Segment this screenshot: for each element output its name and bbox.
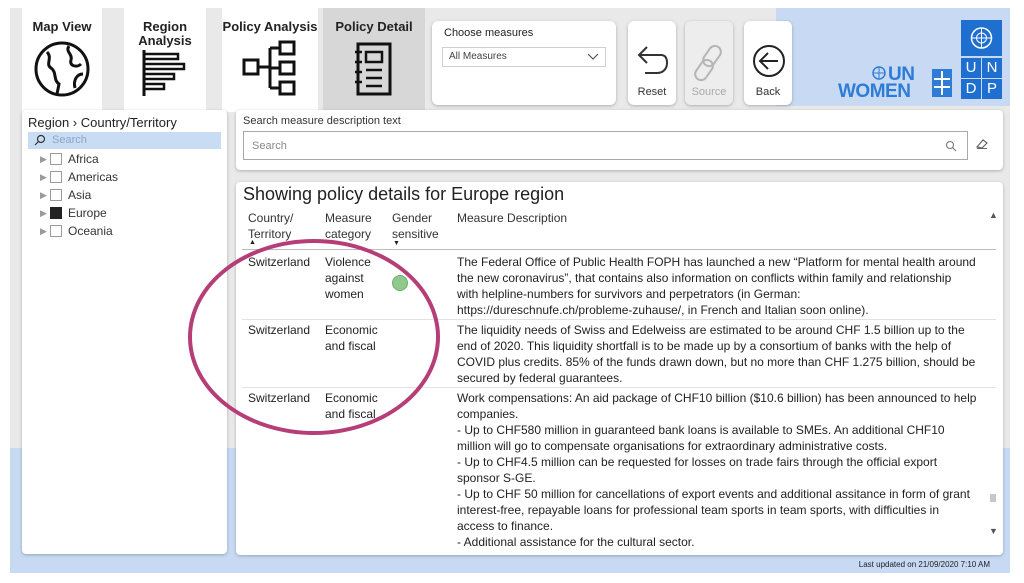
cell-category: Violence against women (325, 255, 371, 301)
undo-icon (635, 43, 669, 79)
measures-dropdown[interactable] (442, 47, 606, 67)
cell-description: The Federal Office of Public Health FOPH has launched a new “Platform for mental health around the new coronavirus”, that contains also information on conflicts within family and relationship with helpline-numbers for survivors and perpetrators (in German: https://dureschnufe.ch/probleme-zuhause/, in French and Italian soon online). (457, 255, 976, 317)
checkbox[interactable] (50, 171, 62, 183)
un-emblem-icon (961, 20, 1002, 56)
source-label: Source (691, 86, 727, 98)
header-text: Territory (248, 227, 292, 241)
tree-item-europe[interactable] (40, 206, 107, 224)
cell-description: Work compensations: An aid package of CHF10 billion ($10.6 billion) has been announced to help companies. - Up to CHF580 million in guaranteed bank loans is available to SMEs. An additional CHF10 million will go to compensate organisations for extraordinary administrative costs. - Up to CHF4.5 million can be requested for losses on trade fairs through the official export sponsor S-GE. - Up to CHF 50 million for cancellations of export events and additional assitance in form of grant interest-free, repayable loans for professional team sports in team sports, with difficulties in access to finance. - Additional assistance for the cultural sector. (457, 391, 977, 549)
last-updated: Last updated on 21/09/2020 7:10 AM (858, 560, 990, 569)
header-text: Measure Description (457, 211, 568, 225)
expand-caret-icon[interactable]: ▶ (40, 208, 47, 218)
header-text: category (325, 227, 372, 241)
unwomen-women: WOMEN (838, 81, 911, 102)
expand-caret-icon[interactable]: ▶ (40, 172, 47, 182)
tree-item-label: Africa (68, 152, 99, 166)
measures-selected: All Measures (449, 51, 507, 62)
header-country[interactable] (248, 210, 293, 242)
link-icon (692, 43, 726, 83)
search-title: Search measure description text (243, 115, 401, 127)
source-button[interactable] (685, 21, 733, 105)
undp-letter: U (961, 58, 981, 78)
globe-icon (33, 40, 91, 98)
reset-label: Reset (637, 86, 667, 98)
checkbox[interactable] (50, 153, 62, 165)
scroll-down-icon[interactable]: ▼ (989, 526, 998, 536)
expand-caret-icon[interactable]: ▶ (40, 226, 47, 236)
tree-item-americas[interactable] (40, 170, 118, 188)
cell-category: Economic and fiscal (325, 391, 378, 421)
cell-country: Switzerland (248, 391, 311, 405)
chevron-down-icon (587, 51, 599, 61)
cell-description: The liquidity needs of Swiss and Edelweiss are estimated to be around CHF 1.5 billion up to the end of 2020. This liquidity shortfall is to be made up by a consortium of banks with the help of COVID plus credits. 85% of the funds drawn down, but no more than CHF 1.275 billion, should be secured by federal guarantees. (457, 323, 976, 385)
back-arrow-icon (751, 43, 787, 79)
undp-logo (961, 20, 1002, 100)
search-icon (34, 134, 46, 146)
tab-policy-analysis[interactable] (222, 8, 318, 112)
back-label: Back (755, 86, 781, 98)
undp-letter: P (982, 79, 1002, 99)
row-divider (242, 319, 996, 320)
tab-map-view[interactable] (22, 8, 102, 112)
undp-letter: D (961, 79, 981, 99)
search-icon (945, 140, 957, 152)
policy-table-panel (236, 182, 1003, 555)
sort-ascending-icon: ▲ (249, 239, 256, 246)
unwomen-un: UN (888, 64, 915, 85)
header-divider (242, 249, 996, 250)
tree-item-label: Oceania (68, 224, 113, 238)
gender-sensitive-indicator (392, 275, 408, 291)
sort-descending-icon: ▼ (393, 240, 400, 247)
tab-label: Analysis (138, 33, 192, 48)
checkbox[interactable] (50, 189, 62, 201)
tree-item-oceania[interactable] (40, 224, 113, 242)
tab-label: Region (142, 19, 188, 34)
bar-chart-icon (140, 48, 190, 98)
reset-button[interactable] (628, 21, 676, 105)
tab-label: Map View (32, 19, 92, 34)
header-text: Gender (392, 211, 433, 225)
header-gender[interactable] (392, 210, 439, 242)
cell-category: Economic and fiscal (325, 323, 378, 353)
notebook-icon (354, 40, 394, 98)
measures-title: Choose measures (444, 27, 534, 39)
expand-caret-icon[interactable]: ▶ (40, 190, 47, 200)
tree-item-label: Americas (68, 170, 119, 184)
scrollbar-thumb[interactable] (990, 494, 996, 502)
row-divider (242, 387, 996, 388)
measures-panel (432, 21, 616, 105)
header-text: sensitive (392, 227, 439, 241)
measure-search-input[interactable] (243, 131, 968, 160)
expand-caret-icon[interactable]: ▶ (40, 154, 47, 164)
tree-title: Region › Country/Territory (28, 115, 177, 130)
tree-item-label: Asia (68, 188, 92, 202)
checkbox-checked[interactable] (50, 207, 62, 219)
undp-emblem (961, 20, 1002, 56)
tree-search-placeholder: Search (52, 134, 87, 146)
cell-country: Switzerland (248, 323, 311, 337)
tab-label: Policy Analysis (222, 19, 318, 34)
tree-search-input[interactable] (28, 132, 221, 149)
back-button[interactable] (744, 21, 792, 105)
search-placeholder: Search (252, 140, 287, 152)
hierarchy-icon (242, 40, 298, 96)
undp-letter: N (982, 58, 1002, 78)
checkbox[interactable] (50, 225, 62, 237)
tab-policy-detail[interactable] (323, 8, 425, 112)
tree-item-africa[interactable] (40, 152, 99, 170)
header-description[interactable] (457, 210, 567, 226)
eraser-icon[interactable] (975, 138, 989, 150)
tree-item-label: Europe (68, 206, 107, 220)
un-emblem-icon (872, 66, 886, 80)
tab-region-analysis[interactable] (124, 8, 206, 112)
tab-label: Policy Detail (335, 19, 413, 34)
table-title: Showing policy details for Europe region (243, 184, 565, 204)
header-text: Country/ (248, 211, 294, 225)
tree-item-asia[interactable] (40, 188, 91, 206)
header-text: Measure (325, 211, 372, 225)
header-category[interactable] (325, 210, 372, 242)
region-tree-panel (22, 110, 227, 554)
scroll-up-icon[interactable]: ▲ (989, 210, 998, 220)
unwomen-symbol-icon (930, 67, 954, 99)
cell-country: Switzerland (248, 255, 311, 269)
